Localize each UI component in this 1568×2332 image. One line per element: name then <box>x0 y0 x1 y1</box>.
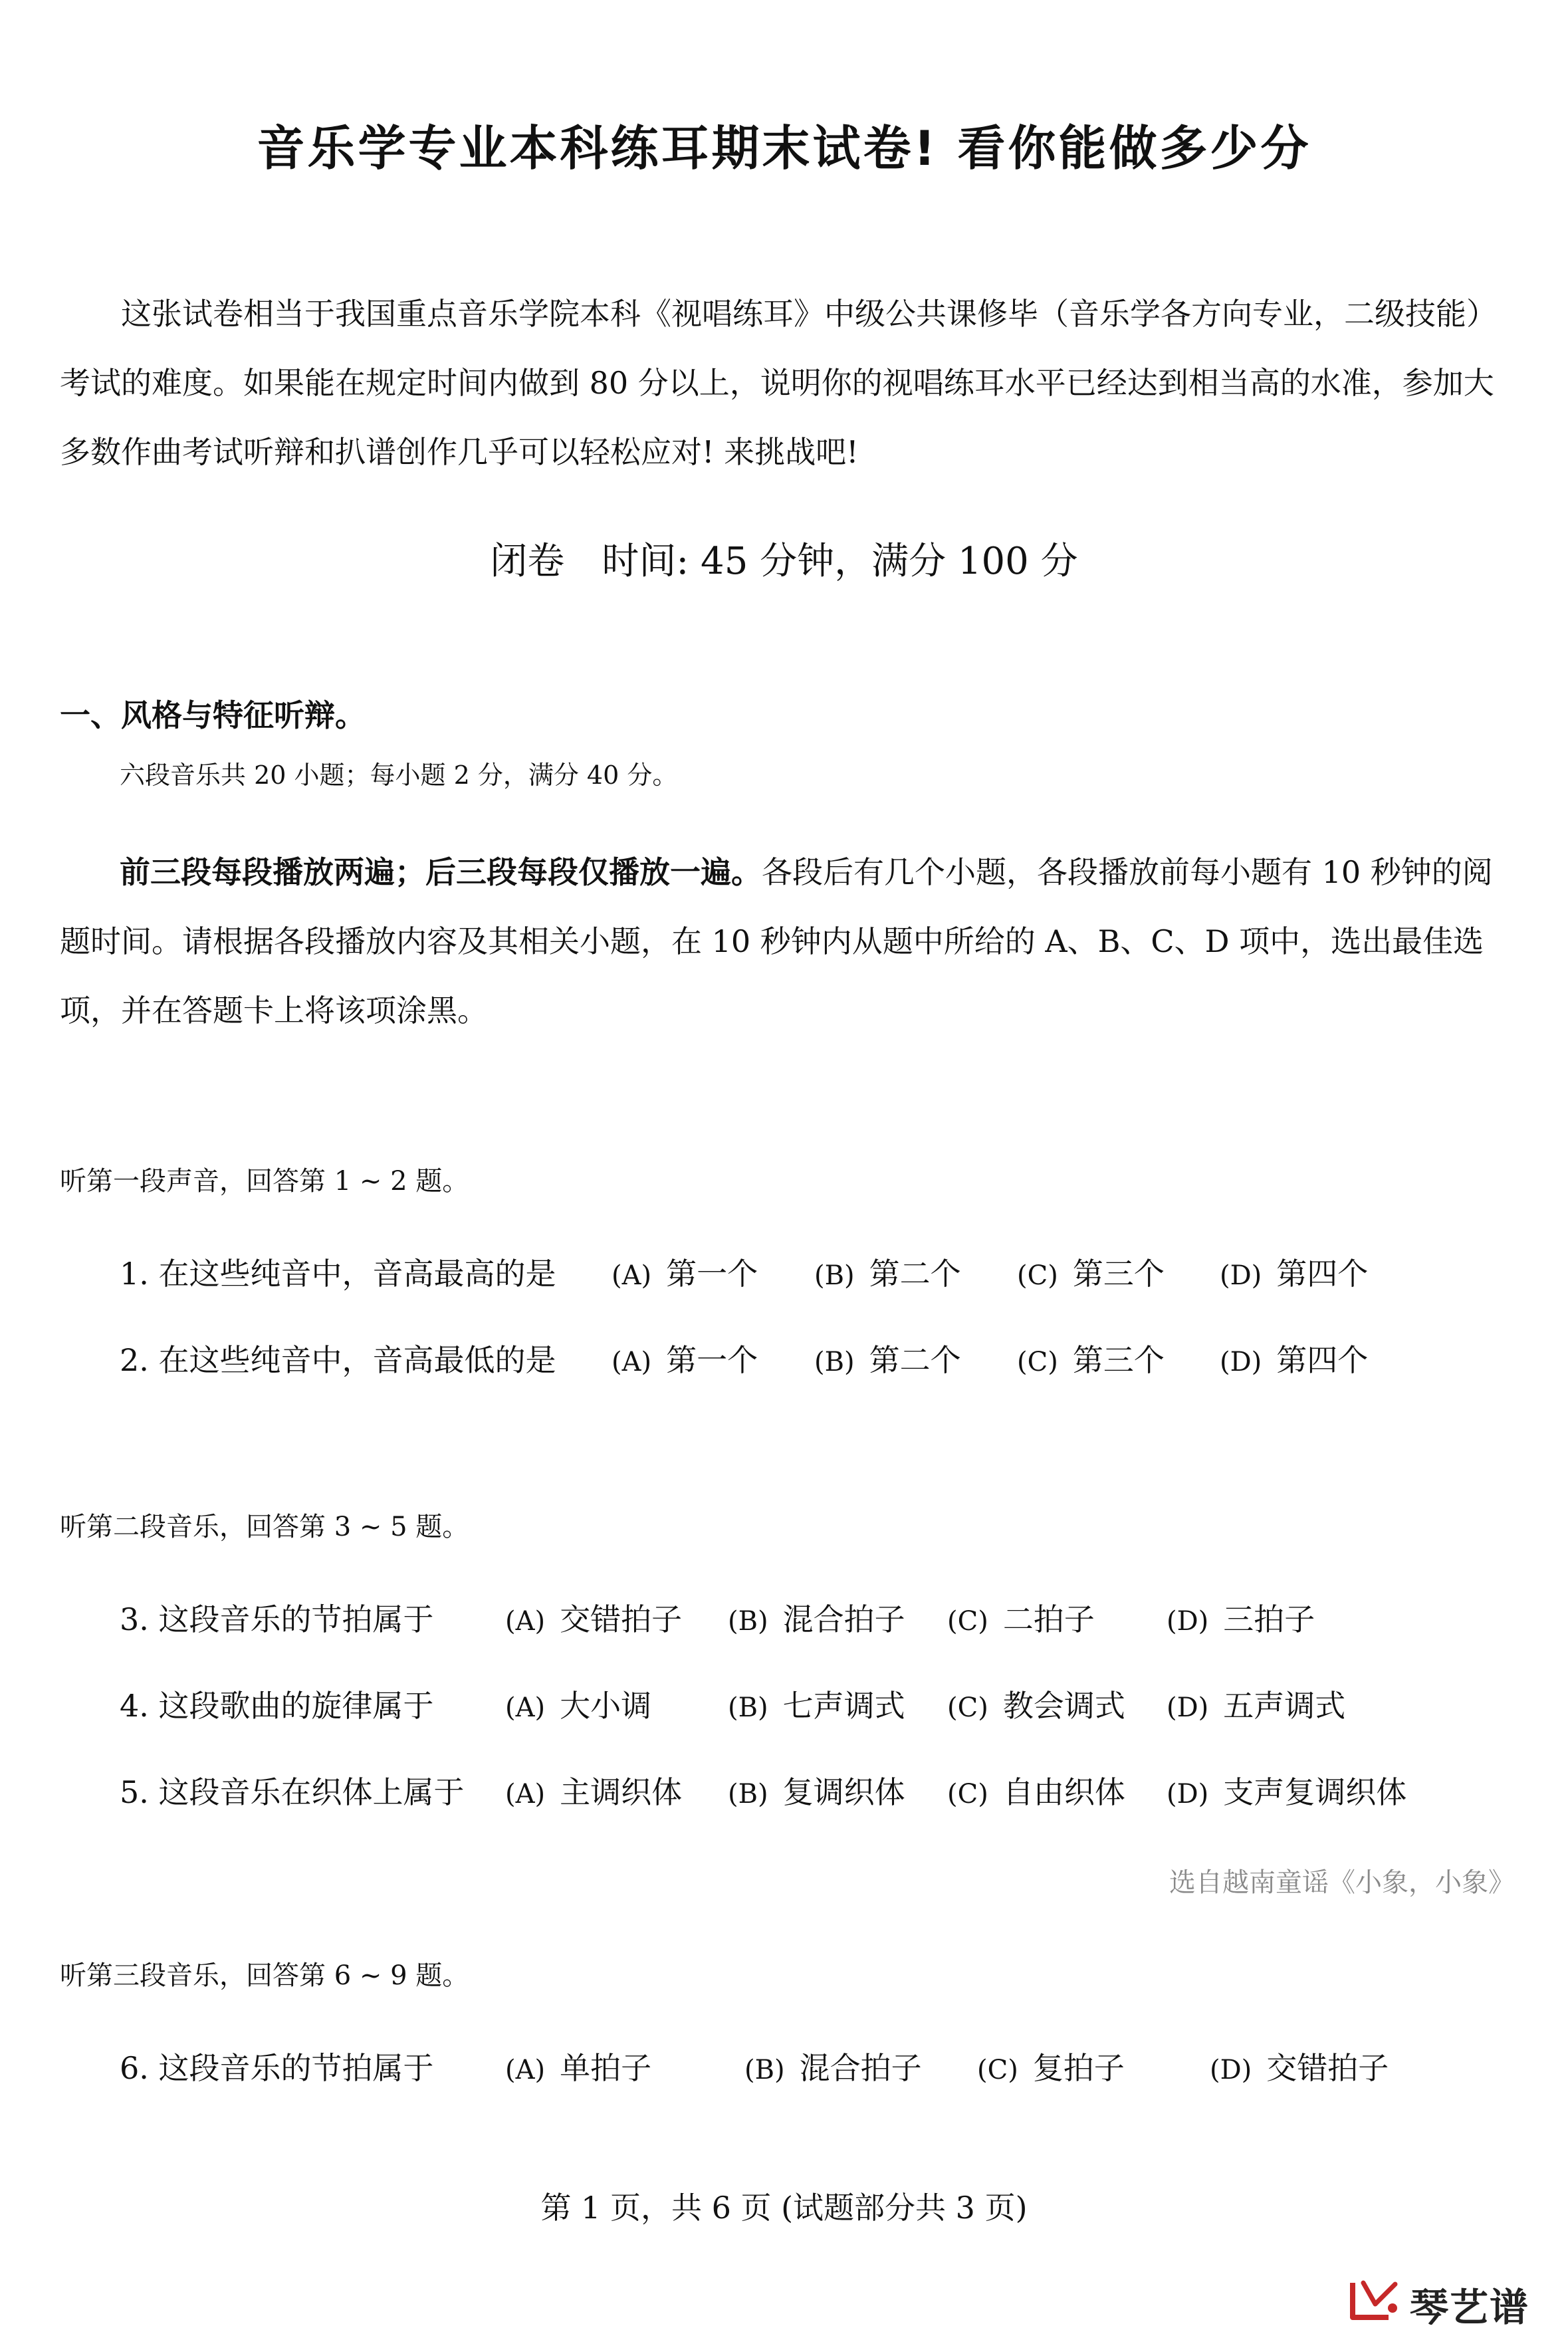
option-label: (A) <box>505 1692 546 1723</box>
option-a[interactable] <box>612 1336 758 1380</box>
option-label: (D) <box>1210 2055 1252 2085</box>
option-label: (A) <box>505 1779 546 1809</box>
option-text: 复拍子 <box>1032 2050 1125 2086</box>
option-label: (C) <box>947 1606 988 1637</box>
option-d[interactable] <box>1220 1336 1368 1380</box>
option-text: 教会调式 <box>1002 1688 1125 1724</box>
option-text: 交错拍子 <box>560 1601 683 1637</box>
option-label: (C) <box>1017 1347 1058 1377</box>
option-a[interactable] <box>505 1768 682 1812</box>
logo-text: 琴艺谱 <box>1410 2285 1530 2330</box>
option-a[interactable] <box>612 1250 758 1294</box>
option-c[interactable] <box>977 2044 1125 2088</box>
option-text: 三拍子 <box>1223 1601 1315 1637</box>
option-text: 单拍子 <box>560 2050 652 2086</box>
source-note: 选自越南童谣《小象，小象》 <box>1169 1867 1515 1898</box>
option-label: (D) <box>1167 1692 1209 1723</box>
option-text: 交错拍子 <box>1266 2050 1389 2086</box>
option-label: (B) <box>814 1347 855 1377</box>
logo-mark-icon <box>1349 2277 1402 2324</box>
option-text: 第二个 <box>869 1342 961 1378</box>
option-b[interactable] <box>814 1250 961 1294</box>
option-d[interactable] <box>1167 1682 1345 1726</box>
option-text: 第三个 <box>1072 1256 1165 1292</box>
option-c[interactable] <box>947 1682 1125 1726</box>
option-d[interactable] <box>1210 2044 1389 2088</box>
option-label: (C) <box>977 2055 1018 2085</box>
question-stem: 2. 在这些纯音中，音高最低的是 <box>120 1342 556 1378</box>
option-a[interactable] <box>505 1595 682 1639</box>
option-d[interactable] <box>1167 1595 1315 1639</box>
option-label: (C) <box>947 1779 988 1809</box>
option-label: (C) <box>1017 1260 1058 1291</box>
option-text: 支声复调织体 <box>1223 1774 1407 1810</box>
option-label: (D) <box>1167 1779 1209 1809</box>
section-heading: 一、风格与特征听辩。 <box>60 697 366 733</box>
option-label: (A) <box>612 1260 652 1291</box>
brand-logo <box>1349 2274 1548 2330</box>
exam-info: 闭卷 时间: 45 分钟，满分 100 分 <box>490 540 1078 583</box>
option-a[interactable] <box>505 2044 651 2088</box>
option-c[interactable] <box>1017 1336 1165 1380</box>
option-label: (D) <box>1220 1347 1262 1377</box>
option-text: 第一个 <box>666 1256 758 1292</box>
option-c[interactable] <box>1017 1250 1165 1294</box>
option-text: 第四个 <box>1276 1342 1369 1378</box>
instructions-emphasis: 前三段每段播放两遍；后三段每段仅播放一遍。 <box>120 854 762 890</box>
option-b[interactable] <box>728 1682 905 1726</box>
option-label: (A) <box>505 2055 546 2085</box>
option-a[interactable] <box>505 1682 651 1726</box>
option-label: (B) <box>728 1606 768 1637</box>
page-footer: 第 1 页，共 6 页 (试题部分共 3 页) <box>540 2190 1028 2226</box>
option-label: (D) <box>1167 1606 1209 1637</box>
option-d[interactable] <box>1220 1250 1368 1294</box>
option-text: 混合拍子 <box>782 1601 905 1637</box>
section-instructions <box>60 838 1515 1045</box>
option-text: 第二个 <box>869 1256 961 1292</box>
option-label: (B) <box>728 1779 768 1809</box>
option-text: 七声调式 <box>782 1688 905 1724</box>
option-b[interactable] <box>814 1336 961 1380</box>
question-stem: 6. 这段音乐的节拍属于 <box>120 2050 434 2086</box>
option-label: (B) <box>728 1692 768 1723</box>
option-b[interactable] <box>744 2044 922 2088</box>
instructions-text: 各段后有几个小题，各段播放前每小题有 10 秒钟的阅题时间。请根据各段播放内容及其相关小题，在 10 秒钟内从题中所给的 A、B、C、D 项中，选出最佳选项，并在答题卡上将该项涂黑。 <box>60 854 1493 1028</box>
option-label: (D) <box>1220 1260 1262 1291</box>
option-b[interactable] <box>728 1768 905 1812</box>
option-text: 主调织体 <box>560 1774 683 1810</box>
part-label: 听第一段声音，回答第 1 ~ 2 题。 <box>60 1166 469 1197</box>
question-stem: 4. 这段歌曲的旋律属于 <box>120 1688 434 1724</box>
option-text: 第一个 <box>666 1342 758 1378</box>
part-label: 听第二段音乐，回答第 3 ~ 5 题。 <box>60 1512 469 1542</box>
option-text: 复调织体 <box>782 1774 905 1810</box>
intro-paragraph: 这张试卷相当于我国重点音乐学院本科《视唱练耳》中级公共课修毕（音乐学各方向专业，二级技能）考试的难度。如果能在规定时间内做到 80 分以上，说明你的视唱练耳水平已经达到相当高的水准，参加大多数作曲考试听辩和扒谱创作几乎可以轻松应对! 来挑战吧! <box>60 296 1497 470</box>
option-c[interactable] <box>947 1768 1125 1812</box>
option-text: 混合拍子 <box>799 2050 922 2086</box>
option-label: (A) <box>612 1347 652 1377</box>
option-label: (B) <box>744 2055 785 2085</box>
option-text: 第四个 <box>1276 1256 1369 1292</box>
option-label: (A) <box>505 1606 546 1637</box>
option-text: 自由织体 <box>1002 1774 1125 1810</box>
option-c[interactable] <box>947 1595 1095 1639</box>
option-text: 第三个 <box>1072 1342 1165 1378</box>
option-b[interactable] <box>728 1595 905 1639</box>
option-text: 二拍子 <box>1002 1601 1095 1637</box>
option-label: (C) <box>947 1692 988 1723</box>
option-text: 五声调式 <box>1223 1688 1346 1724</box>
section-subtitle: 六段音乐共 20 小题；每小题 2 分，满分 40 分。 <box>120 760 678 790</box>
question-stem: 3. 这段音乐的节拍属于 <box>120 1601 434 1637</box>
part-label: 听第三段音乐，回答第 6 ~ 9 题。 <box>60 1960 469 1991</box>
page-title: 音乐学专业本科练耳期末试卷! 看你能做多少分 <box>257 120 1311 176</box>
question-stem: 1. 在这些纯音中，音高最高的是 <box>120 1256 556 1292</box>
option-label: (B) <box>814 1260 855 1291</box>
option-d[interactable] <box>1167 1768 1406 1812</box>
option-text: 大小调 <box>560 1688 652 1724</box>
question-stem: 5. 这段音乐在织体上属于 <box>120 1774 465 1810</box>
